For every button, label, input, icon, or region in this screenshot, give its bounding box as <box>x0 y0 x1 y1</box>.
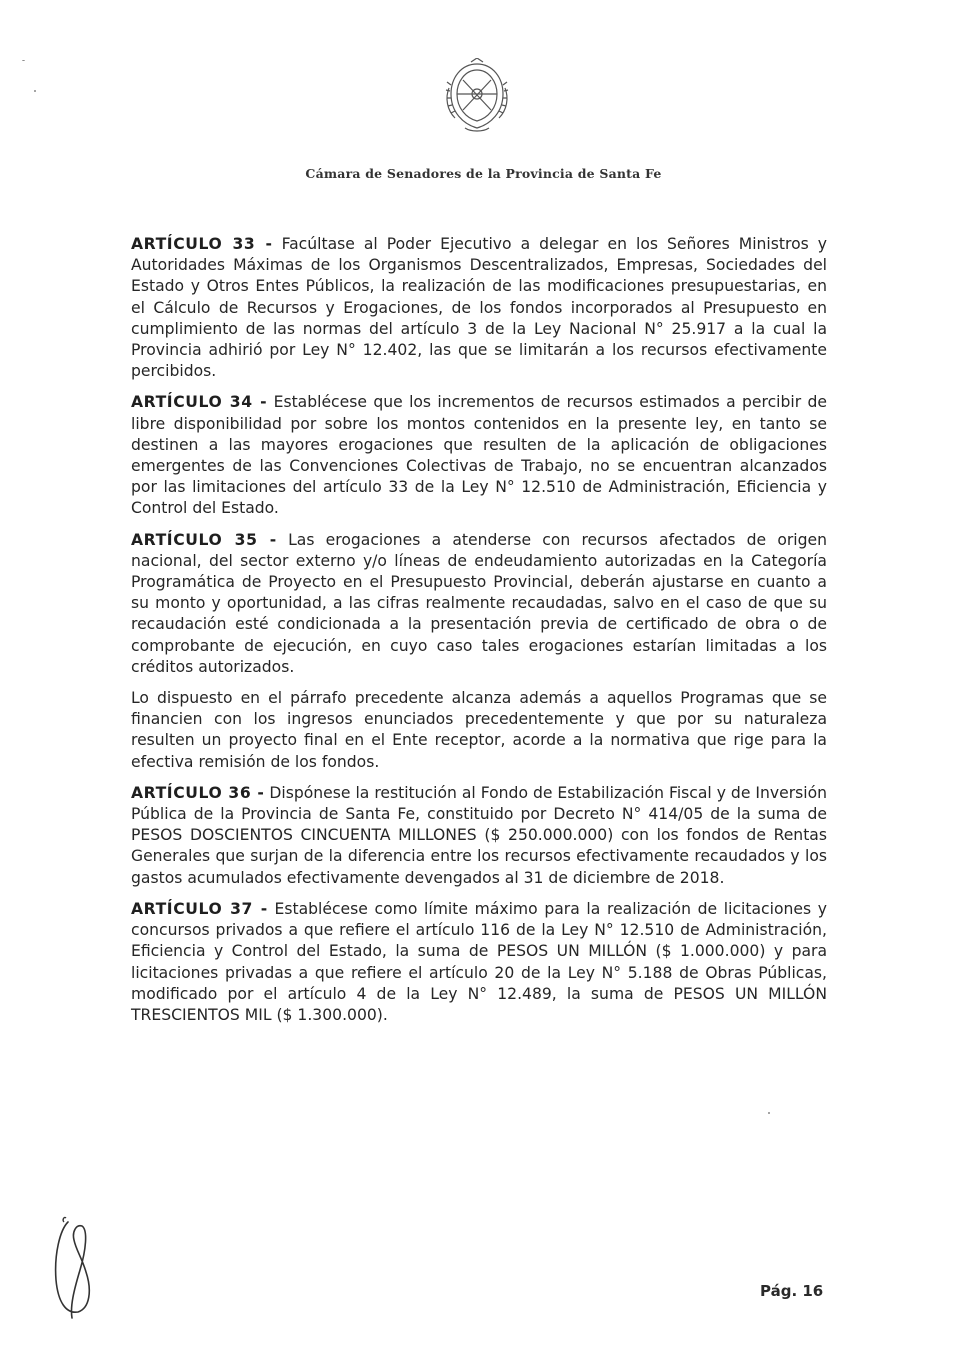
article-label: ARTÍCULO 34 - <box>131 393 268 412</box>
article-label: ARTÍCULO 33 - <box>131 235 273 253</box>
article-text: Dispónese la restitución al Fondo de Estabilización Fiscal y de Inversión Pública de la Provincia de Santa Fe, constituido por Decreto N° 414/05 de la suma de PESOS DOSCIENTOS CINCUENTA MILLONES ($ 250.000.000) con los fondos de Rentas Generales que surjan de la diferencia entre los recursos efectivamente recaudados y los gastos acumulados efectivamente devengados al 31 de diciembre de 2018. <box>131 783 827 887</box>
article-text: Facúltase al Poder Ejecutivo a delegar en los Señores Ministros y Autoridades Máximas de los Organismos Descentralizados, Empresas, Sociedades del Estado y Otros Entes Públicos, la realización de las modificaciones presupuestarias, en el Cálculo de Recursos y Erogaciones, de los fondos incorporados al Presupuesto en cumplimiento de las normas del artículo 3 de la Ley Nacional N° 25.917 a la cual la Provincia adhirió por Ley N° 12.402, las que se limitarán a los recursos efectivamente percibidos. <box>131 235 827 381</box>
article-text: Lo dispuesto en el párrafo precedente alcanza además a aquellos Programas que se financien con los ingresos enunciados precedentemente y que por su naturaleza resulten un proyecto final en el Ente receptor, acorde a la normativa que rige para la efectiva remisión de los fondos. <box>131 689 827 771</box>
scan-speck <box>34 90 36 92</box>
article-label: ARTÍCULO 37 - <box>131 899 268 918</box>
chamber-title: Cámara de Senadores de la Provincia de Santa Fe <box>305 166 662 181</box>
scan-speck <box>22 60 25 61</box>
article-paragraph <box>131 234 827 382</box>
article-text: Establécese como límite máximo para la realización de licitaciones y concursos privados a que refiere el artículo 116 de la Ley N° 12.510 de Administración, Eficiencia y Control del Estado, la suma de PESOS UN MILLÓN ($ 1.000.000) y para licitaciones privadas a que refiere el artículo 20 de la Ley N° 5.188 de Obras Públicas, modificado por el artículo 4 de la Ley N° 12.489, la suma de PESOS UN MILLÓN TRESCIENTOS MIL ($ 1.300.000). <box>131 899 827 1024</box>
document-body <box>131 234 827 1036</box>
signature-icon <box>30 1210 110 1330</box>
scan-speck <box>768 1112 770 1114</box>
continuation-paragraph <box>131 688 827 773</box>
article-text: Establécese que los incrementos de recursos estimados a percibir de libre disponibilidad por sobre los montos contenidos en la presente ley, en tanto se destinen a las mayores erogaciones que resulten de la aplicación de obligaciones emergentes de las Convenciones Colectivas de Trabajo, no se encuentran alcanzados por las limitaciones del artículo 33 de la Ley N° 12.510 de Administración, Eficiencia y Control del Estado. <box>131 393 827 518</box>
article-paragraph <box>131 783 827 889</box>
article-text: Las erogaciones a atenderse con recursos afectados de origen nacional, del sector externo y/o líneas de endeudamiento autorizadas en la Categoría Programática de Proyecto en el Presupuesto Provincial, deberán ajustarse en cuanto a su monto y oportunidad, a las cifras realmente recaudadas, salvo en el caso de que su recaudación esté condicionada a la presentación previa de certificado de obra o de comprobante de ejecución, en cuyo caso tales erogaciones estarían limitadas a los créditos autorizados. <box>131 530 828 676</box>
article-paragraph <box>131 392 827 519</box>
provincial-seal-icon <box>441 58 513 136</box>
article-label: ARTÍCULO 35 - <box>131 530 277 549</box>
article-label: ARTÍCULO 36 - <box>131 783 265 802</box>
article-paragraph <box>131 530 827 678</box>
page-number: Pág. 16 <box>760 1282 824 1300</box>
article-paragraph <box>131 899 827 1026</box>
